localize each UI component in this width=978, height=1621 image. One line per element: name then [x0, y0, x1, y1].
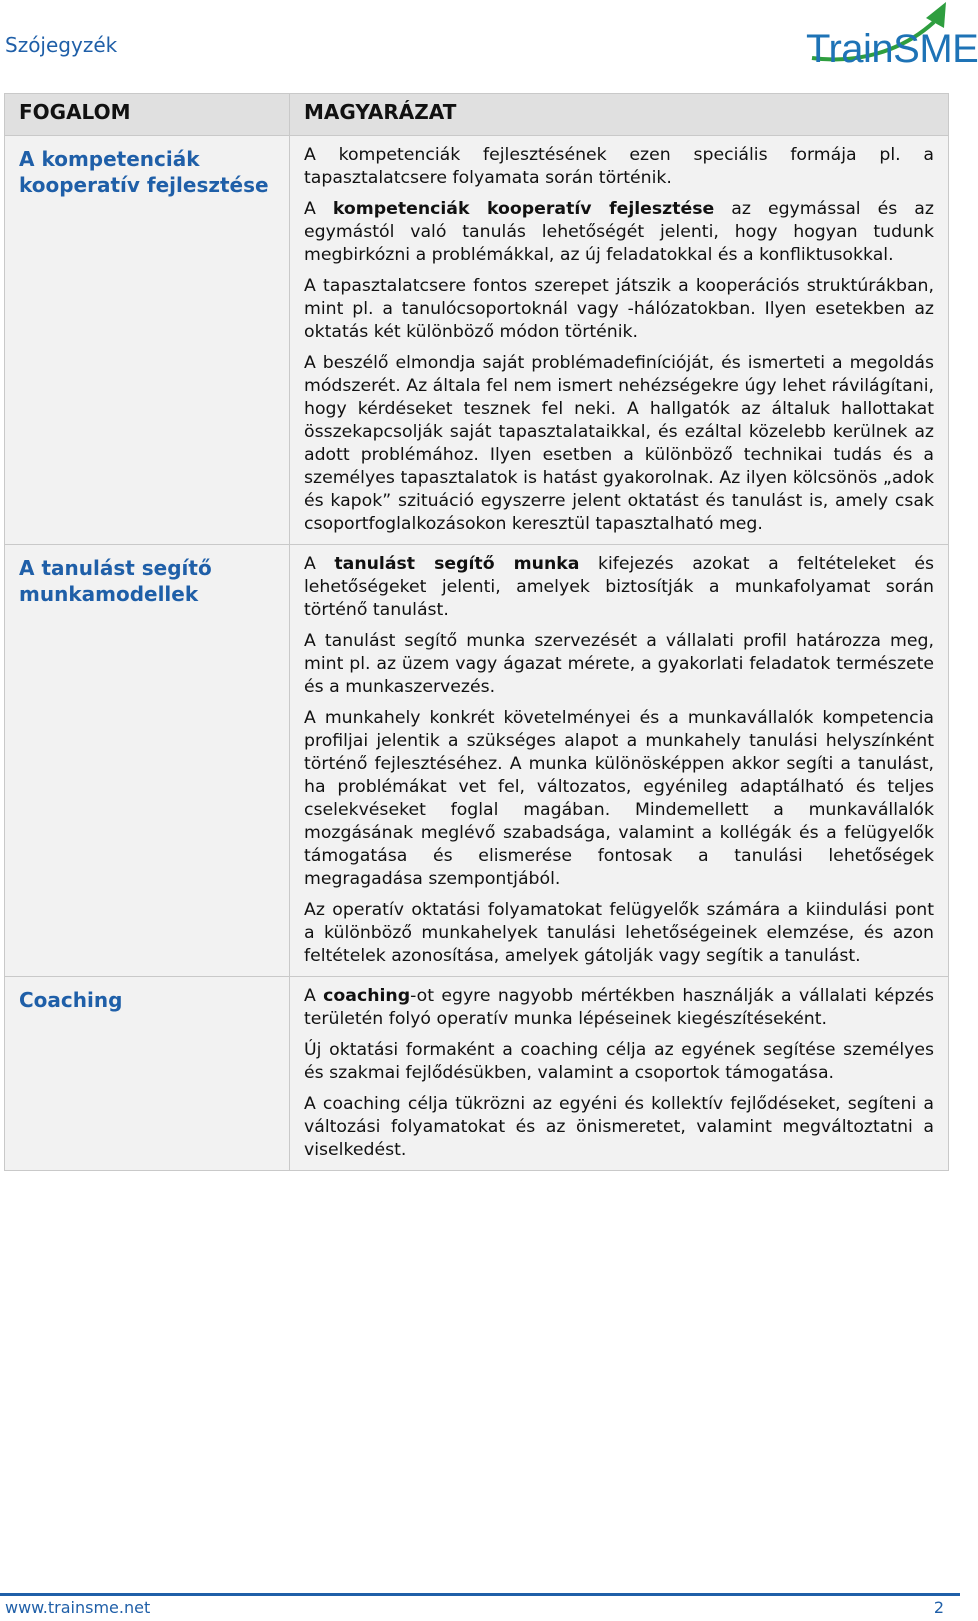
text-run: A tanulást segítő munka szervezését a vállalati profil határozza meg, mint pl. az üzem vagy ágazat mérete, a gyakorlati feladatok természete és a munkaszervezés. [304, 631, 934, 697]
explanation-paragraph [304, 553, 934, 622]
explanation-paragraph [304, 899, 934, 968]
text-run: A coaching célja tükrözni az egyéni és kollektív fejlődéseket, segíteni a változási folyamatokat és az önismeretet, valamint megváltoztatni a viselkedést. [304, 1094, 934, 1160]
text-run: az egymással és az egymástól való tanulás lehetőségét jelenti, hogy hogyan tudunk megbirkózni a problémákkal, az új feladatokkal és a konfliktusokkal. [304, 199, 934, 265]
text-run: A kompetenciák fejlesztésének ezen speciális formája pl. a tapasztalatcsere folyamata során történik. [304, 145, 934, 188]
glossary-table [4, 93, 949, 1171]
footer-url: www.trainsme.net [5, 1598, 151, 1617]
footer-divider [0, 1593, 960, 1596]
glossary-explanation [290, 545, 949, 977]
glossary-body [5, 136, 949, 1171]
text-run: A [304, 554, 335, 574]
logo-text: TrainSME [806, 27, 978, 71]
bold-term: coaching [323, 986, 411, 1006]
text-run: Új oktatási formaként a coaching célja az egyének segítése személyes és szakmai fejlődésükben, valamint a csoportok támogatása. [304, 1040, 934, 1083]
glossary-row [5, 977, 949, 1171]
text-run: A [304, 986, 324, 1006]
glossary-row [5, 136, 949, 545]
page-number: 2 [933, 1598, 944, 1617]
glossary-term: Coaching [5, 977, 290, 1171]
explanation-paragraph [304, 707, 934, 891]
explanation-paragraph [304, 1093, 934, 1162]
glossary-explanation [290, 136, 949, 545]
bold-term: tanulást segítő munka [334, 554, 580, 574]
text-run: Az operatív oktatási folyamatokat felügyelők számára a kiindulási pont a különböző munkahelyek tanulási lehetőségeinek elemzése, és azon feltételek azonosítása, amelyek gátolják vagy segítik a tanulást. [304, 900, 934, 966]
glossary-explanation [290, 977, 949, 1171]
table-header-row [5, 94, 949, 136]
explanation-paragraph [304, 630, 934, 699]
explanation-paragraph [304, 1039, 934, 1085]
text-run: A [304, 199, 333, 219]
explanation-paragraph [304, 985, 934, 1031]
column-header-term: FOGALOM [5, 94, 290, 136]
text-run: A tapasztalatcsere fontos szerepet játszik a kooperációs struktúrákban, mint pl. a tanulócsoportoknál vagy -hálózatokban. Ilyen esetekben az oktatás két különböző módon történik. [304, 276, 934, 342]
trainsme-logo [806, 0, 978, 71]
column-header-explanation: MAGYARÁZAT [290, 94, 949, 136]
page-section-title: Szójegyzék [5, 33, 118, 57]
text-run: A munkahely konkrét követelményei és a munkavállalók kompetencia profiljai jelentik a szükséges alapot a munkahely tanulási helyszínként történő fejlesztéséhez. A munka különösképpen akkor segíti a tanulást, ha problémákat vet fel, változatos, egyénileg adaptálható és teljes cselekvéseket foglal magában. Mindemellett a munkavállalók mozgásának meglévő szabadsága, valamint a kollégák és a felügyelők támogatása és elismerése fontosak a tanulási lehetőségek megragadása szempontjából. [304, 708, 934, 889]
glossary-term: A tanulást segítő munkamodellek [5, 545, 290, 977]
glossary-row [5, 545, 949, 977]
text-run: kifejezés azokat a feltételeket és lehetőségeket jelenti, amelyek biztosítják a munkafolyamat során történő tanulást. [304, 554, 934, 620]
explanation-paragraph [304, 275, 934, 344]
explanation-paragraph [304, 198, 934, 267]
glossary-term: A kompetenciák kooperatív fejlesztése [5, 136, 290, 545]
text-run: -ot egyre nagyobb mértékben használják a vállalati képzés területén folyó operatív munka lépéseinek kiegészítéseként. [304, 986, 934, 1029]
explanation-paragraph [304, 144, 934, 190]
explanation-paragraph [304, 352, 934, 536]
text-run: A beszélő elmondja saját problémadefinícióját, és ismerteti a megoldás módszerét. Az általa fel nem ismert nehézségekre úgy lehet rávilágítani, hogy kérdéseket tesznek fel neki. A hallgatók az általuk hallottakat összekapcsolják saját tapasztalataikkal, és ezáltal közelebb kerülnek az adott problémához. Ilyen esetben a különböző technikai tudás és a személyes tapasztalatok is hatást gyakorolnak. Az ilyen kölcsönös „adok és kapok” szituáció egyszerre jelent oktatást és tanulást is, amely csak csoportfoglalkozásokon keresztül tapasztalható meg. [304, 353, 934, 534]
bold-term: kompetenciák kooperatív fejlesztése [332, 199, 715, 219]
